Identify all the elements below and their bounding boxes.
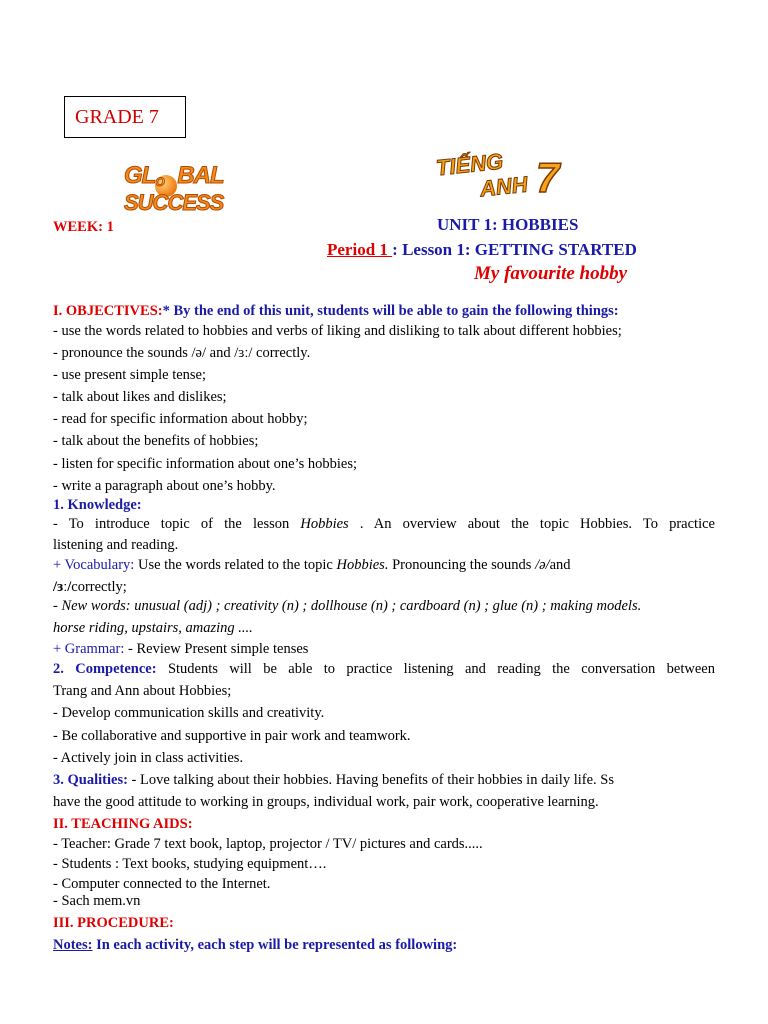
objective-item: - listen for specific information about one’s hobbies; [53, 456, 358, 472]
objective-item: - use the words related to hobbies and verbs of liking and disliking to talk about different hobbies; [53, 323, 622, 339]
teaching-aid-item: - Computer connected to the Internet. [53, 876, 271, 892]
objective-item: - talk about likes and dislikes; [53, 389, 227, 405]
objective-item: - use present simple tense; [53, 367, 207, 383]
unit-title: UNIT 1: HOBBIES [437, 215, 579, 234]
vocabulary-text: Use the words related to the topic [134, 557, 337, 573]
logo-text-anh: ANH [478, 171, 529, 202]
lesson-label: : Lesson 1: GETTING STARTED [392, 240, 637, 259]
competence-item: - Be collaborative and supportive in pair work and teamwork. [53, 728, 411, 744]
objective-item: - pronounce the sounds /ə/ and /ɜː/ correctly. [53, 345, 311, 361]
vocabulary-sounds-text: Pronouncing the sounds [388, 557, 536, 573]
vocabulary-label: + Vocabulary: [53, 557, 135, 573]
vocabulary-line2 [53, 579, 127, 596]
logo-ball-icon: O [155, 175, 177, 197]
period-line [327, 240, 637, 260]
objectives-heading [53, 303, 619, 320]
grade-label: GRADE 7 [64, 96, 186, 138]
grammar-label: + Grammar: [53, 641, 125, 657]
objectives-title: I. OBJECTIVES: [53, 303, 163, 319]
vocabulary-line [53, 557, 571, 574]
new-words-line2: horse riding, upstairs, amazing .... [53, 620, 253, 636]
logo-text-tieng: TIẾNG [434, 148, 505, 181]
qualities-heading: 3. Qualities: [53, 772, 128, 788]
teaching-aid-item: - Students : Text books, studying equipment…. [53, 856, 327, 872]
week-label: WEEK: 1 [53, 219, 114, 235]
objective-item: - write a paragraph about one’s hobby. [53, 478, 276, 494]
competence-heading: 2. Competence: [53, 661, 157, 677]
objectives-intro: * By the end of this unit, students will be able to gain the following things: [162, 303, 619, 319]
period-label: Period 1 [327, 240, 393, 259]
knowledge-intro-text: - To introduce topic of the lesson [53, 516, 301, 532]
teaching-aids-heading: II. TEACHING AIDS: [53, 816, 193, 832]
grammar-text: - Review Present simple tenses [124, 641, 309, 657]
notes-line [53, 937, 457, 954]
logo-text-bal: BAL [177, 162, 224, 189]
knowledge-intro [53, 516, 715, 533]
logo-text-gl: GL [124, 162, 156, 189]
qualities-line1 [53, 772, 614, 789]
notes-label: Notes: [53, 937, 93, 953]
knowledge-topic: Hobbies [300, 516, 349, 532]
grammar-line [53, 641, 308, 658]
teaching-aid-item: - Sach mem.vn [53, 893, 141, 909]
procedure-heading: III. PROCEDURE: [53, 915, 174, 931]
competence-line2: Trang and Ann about Hobbies; [53, 683, 232, 699]
vocabulary-topic: Hobbies. [336, 557, 389, 573]
knowledge-intro-line2: listening and reading. [53, 537, 179, 553]
objective-item: - read for specific information about hobby; [53, 411, 308, 427]
lesson-subtitle: My favourite hobby [474, 263, 628, 284]
logo-text-seven: 7 [536, 154, 560, 201]
qualities-text: - Love talking about their hobbies. Having benefits of their hobbies in daily life. Ss [127, 772, 614, 788]
qualities-line2: have the good attitude to working in groups, individual work, pair work, cooperative learning. [53, 794, 599, 810]
competence-item: - Develop communication skills and creativity. [53, 705, 325, 721]
knowledge-heading: 1. Knowledge: [53, 497, 142, 513]
sound-schwa: /ə/ [535, 557, 550, 573]
knowledge-intro-rest: . An overview about the topic Hobbies. To practice [348, 516, 715, 532]
tieng-anh-7-logo [432, 148, 572, 204]
global-success-logo [122, 160, 230, 220]
teaching-aid-item: - Teacher: Grade 7 text book, laptop, projector / TV/ pictures and cards..... [53, 836, 483, 852]
notes-text: In each activity, each step will be represented as following: [92, 937, 458, 953]
competence-line1 [53, 661, 715, 678]
objective-item: - talk about the benefits of hobbies; [53, 433, 259, 449]
sound-er: /ɜː/ [53, 579, 72, 595]
vocabulary-and: and [549, 557, 571, 573]
vocabulary-correctly: correctly; [71, 579, 127, 595]
competence-item: - Actively join in class activities. [53, 750, 244, 766]
competence-text: Students will be able to practice listening and reading the conversation between [156, 661, 715, 677]
new-words-line1: - New words: unusual (adj) ; creativity (n) ; dollhouse (n) ; cardboard (n) ; glue (n) ; making models. [53, 598, 642, 614]
logo-text-success: SUCCESS [124, 190, 224, 215]
